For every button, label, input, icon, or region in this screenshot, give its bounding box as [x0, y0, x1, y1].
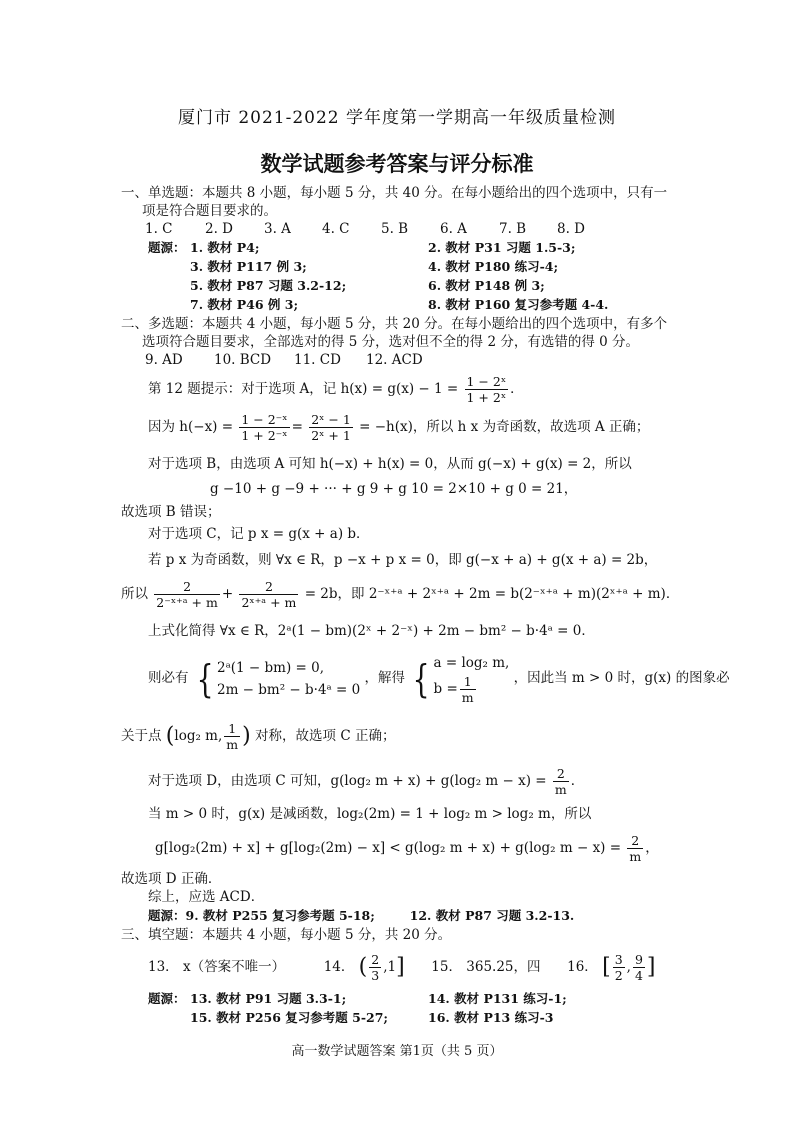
answer-item: 14． [323, 959, 355, 975]
page-title: 数学试题参考答案与评分标准 [260, 152, 534, 176]
source-item: 3. 教材 P117 例 3; [190, 259, 307, 274]
source-item: 2. 教材 P31 习题 1.5-3; [428, 240, 576, 255]
source-label: 题源： [148, 991, 186, 1006]
answer-item: 9. AD [145, 352, 183, 368]
hint-text: = 2b，即 2⁻ˣ⁺ᵃ + 2ˣ⁺ᵃ + 2m = b(2⁻ˣ⁺ᵃ + m)(2ˣ⁺ᵃ + m)． [304, 586, 680, 602]
source-item: 16. 教材 P13 练习-3 [428, 1010, 554, 1025]
hint-text: 则必有 [148, 670, 189, 686]
answer-item: 12. ACD [366, 352, 423, 368]
answer-item: 8. D [557, 221, 585, 237]
source-item: 4. 教材 P180 练习-4; [428, 259, 559, 274]
answer-item: 10. BCD [214, 352, 272, 368]
fraction: $\frac{2}{m}$ [554, 766, 567, 797]
page-footer: 高一数学试题答案 第1页（共 5 页） [291, 1044, 503, 1059]
hint-text: 第 12 题提示：对于选项 A，记 h(x) = g(x) − 1 = [148, 381, 459, 397]
source-item: 13. 教材 P91 习题 3.3-1; [190, 991, 347, 1006]
hint-line: 对于选项 D，由选项 C 可知，g(log₂ m + x) + g(log₂ m − x) = $\frac{2}{m}$ ． [148, 766, 585, 797]
section3-heading: 三、填空题：本题共 4 小题，每小题 5 分，共 20 分。 [121, 927, 452, 943]
source-label: 题源： [148, 240, 186, 255]
hint-line: 故选项 B 错误； [121, 504, 221, 520]
fraction: $\frac{2}{\text{2ˣ⁺ᵃ + m}}$ [241, 579, 297, 610]
hint-text: 所以 [121, 586, 148, 602]
answer-item: 1. C [145, 221, 173, 237]
hint-line: 对于选项 B，由选项 A 可知 h(−x) + h(x) = 0，从而 g(−x) + g(x) = 2，所以 [148, 456, 632, 472]
hint-text: ，因此当 m > 0 时，g(x) 的图象必 [513, 670, 730, 686]
fraction: $\frac{2}{\text{2⁻ˣ⁺ᵃ + m}}$ [156, 579, 218, 610]
fraction: $\frac{\text{2ˣ − 1}}{\text{2ˣ + 1}}$ [311, 412, 351, 443]
hint-line: 对于选项 C，记 p x = g(x + a) b． [148, 526, 370, 542]
hint-text: 因为 h(−x) = [148, 419, 234, 435]
left-brace: { [412, 656, 430, 701]
section1-heading-line2: 项是符合题目要求的。 [142, 203, 277, 219]
hint-line: 综上，应选 ACD． [148, 889, 265, 905]
hint-text: 对称，故选项 C 正确； [255, 728, 396, 744]
hint-line: 故选项 D 正确． [121, 871, 222, 887]
answer-item: 5. B [381, 221, 409, 237]
answer-item: 11. CD [294, 352, 341, 368]
answer-item: 3. A [264, 221, 291, 237]
hint-text: ，解得 [364, 670, 406, 686]
hint-line: 所以 $\frac{2}{\text{2⁻ˣ⁺ᵃ + m}}$ + $\frac{2}{\text{2ˣ⁺ᵃ + m}}$ = 2b，即 2⁻ˣ⁺ᵃ + 2ˣ⁺ᵃ + 2m = b(2⁻ˣ⁺ᵃ + m)(2ˣ⁺ᵃ + m)． [121, 579, 680, 610]
answer-item: 2. D [205, 221, 233, 237]
answer-item: 15． 365.25，四 [431, 959, 541, 975]
hint-line: 上式化简得 ∀x ∈ R，2ᵃ(1 − bm)(2ˣ + 2⁻ˣ) + 2m − bm² − b·4ᵃ = 0． [148, 623, 595, 639]
answer-item: 6. A [440, 221, 467, 237]
answer-item: 4. C [322, 221, 350, 237]
exam-title: 厦门市 2021-2022 学年度第一学期高一年级质量检测 [177, 108, 617, 128]
section2-sources: 题源：9. 教材 P255 复习参考题 5-18; 12. 教材 P87 习题 3.2-13. [148, 908, 575, 923]
fraction: $\frac{\text{1 − 2ˣ}}{\text{1 + 2ˣ}}$ [466, 374, 507, 405]
source-item: 14. 教材 P131 练习-1; [428, 991, 567, 1006]
answer-item: 7. B [499, 221, 527, 237]
hint-line: 因为 h(−x) = $\frac{\text{1 − 2⁻ˣ}}{\text{1 + 2⁻ˣ}}$ = $\frac{\text{2ˣ − 1}}{\text{2ˣ + 1}}$ = −h(x)，所以 h x 为奇函数，故选项 A 正确； [148, 412, 650, 443]
hint-line: 关于点 (log₂ m, $\frac{1}{m}$ ) 对称，故选项 C 正确； [121, 721, 396, 752]
fraction: $\frac{\text{1 − 2⁻ˣ}}{\text{1 + 2⁻ˣ}}$ [241, 412, 288, 443]
answer-item: 16． [567, 959, 598, 975]
equation-system: a = log₂ m, b = $\frac{1}{m}$ [433, 655, 510, 705]
section3-answers: 13． x（答案不唯一） 14． ( $\frac{2}{3}$ ,1] 15． 365.25，四 16． [ $\frac{3}{2}$ , $\frac{9}{4}$ ] [148, 952, 656, 983]
hint-line [148, 652, 730, 708]
section2-heading-line1: 二、多选题：本题共 4 小题，每小题 5 分，共 20 分。在每小题给出的四个选项中，有多个 [121, 316, 668, 332]
answer-item: 13． x（答案不唯一） [148, 959, 286, 975]
hint-text: = −h(x)，所以 h x 为奇函数，故选项 A 正确； [359, 419, 650, 435]
fraction: $\frac{2}{m}$ [629, 833, 642, 864]
hint-line: 若 p x 为奇函数，则 ∀x ∈ R，p −x + p x = 0，即 g(−x + a) + g(x + a) = 2b， [148, 552, 658, 568]
hint-line: 第 12 题提示：对于选项 A，记 h(x) = g(x) − 1 = $\frac{\text{1 − 2ˣ}}{\text{1 + 2ˣ}}$ ． [148, 374, 524, 405]
hint-text: g[log₂(2m) + x] + g[log₂(2m) − x] < g(log₂ m + x) + g(log₂ m − x) = [155, 840, 622, 856]
hint-text: 关于点 [121, 728, 162, 744]
hint-line: 当 m > 0 时，g(x) 是减函数，log₂(2m) = 1 + log₂ m > log₂ m，所以 [148, 806, 592, 822]
source-item: 15. 教材 P256 复习参考题 5-27; [190, 1010, 389, 1025]
equation-system: 2ᵃ(1 − bm) = 0, 2m − bm² − b·4ᵃ = 0 [216, 659, 361, 698]
hint-text: 对于选项 D，由选项 C 可知，g(log₂ m + x) + g(log₂ m − x) = [148, 773, 547, 789]
section2-heading-line2: 选项符合题目要求，全部选对的得 5 分，选对但不全的得 2 分，有选错的得 0 分。 [142, 334, 640, 350]
source-item: 8. 教材 P160 复习参考题 4-4. [428, 297, 609, 312]
hint-line: g −10 + g −9 + ··· + g 9 + g 10 = 2×10 + g 0 = 21， [210, 481, 578, 497]
source-item: 1. 教材 P4; [190, 240, 260, 255]
source-item: 6. 教材 P148 例 3; [428, 278, 545, 293]
source-item: 7. 教材 P46 例 3; [190, 297, 299, 312]
source-item: 5. 教材 P87 习题 3.2-12; [190, 278, 347, 293]
left-brace: { [196, 656, 214, 701]
section1-heading-line1: 一、单选题：本题共 8 小题，每小题 5 分，共 40 分。在每小题给出的四个选项中，只有一 [121, 185, 668, 201]
hint-line: g[log₂(2m) + x] + g[log₂(2m) − x] < g(log₂ m + x) + g(log₂ m − x) = $\frac{2}{m}$ ， [155, 833, 659, 864]
